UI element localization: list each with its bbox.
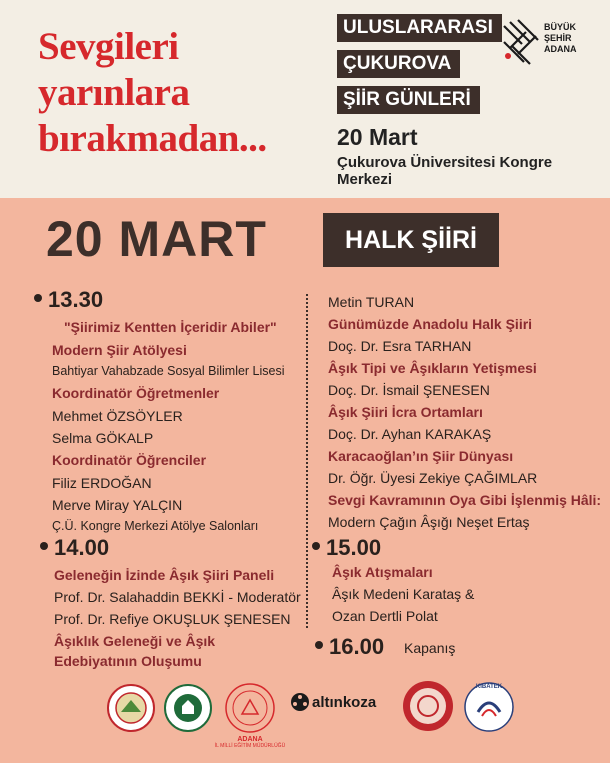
meb-seal-icon — [224, 682, 276, 734]
person-name: Doç. Dr. İsmail ŞENESEN — [328, 382, 490, 398]
slogan — [38, 24, 267, 162]
time-slot — [34, 287, 103, 313]
talk-title: Günümüzde Anadolu Halk Şiiri — [328, 316, 533, 332]
venue-line: Ç.Ü. Kongre Merkezi Atölye Salonları — [52, 519, 259, 533]
time-label: 13.30 — [48, 287, 104, 312]
time-slot — [312, 535, 381, 561]
session-title: "Şiirimiz Kentten İçeridir Abiler" — [64, 319, 277, 335]
program-date: 20 MART — [46, 211, 267, 267]
person-name: Doç. Dr. Ayhan KARAKAŞ — [328, 426, 492, 442]
slogan-line: bırakmadan... — [38, 117, 267, 160]
bullet-icon — [312, 542, 320, 550]
talk-title: Âşık Tipi ve Âşıkların Yetişmesi — [328, 360, 537, 376]
sponsor-logos-row — [0, 668, 610, 763]
slogan-line: yarınlara — [38, 71, 190, 114]
person-name: Mehmet ÖZSÖYLER — [52, 408, 183, 424]
time-label: 14.00 — [54, 535, 110, 560]
kibatek-logo — [464, 682, 514, 732]
buyuksehir-adana-logo — [500, 16, 590, 72]
person-name: Âşık Medeni Karataş & — [332, 586, 475, 602]
altinkoza-text: altınkoza — [312, 693, 377, 711]
person-name: Selma GÖKALP — [52, 430, 154, 446]
bullet-icon — [40, 542, 48, 550]
logo-text: BÜYÜK — [544, 22, 577, 32]
session-title: Âşık Atışmaları — [332, 564, 433, 580]
person-name: Dr. Öğr. Üyesi Zekiye ÇAĞIMLAR — [328, 470, 538, 486]
talk-title: Karacaoğlan’ın Şiir Dünyası — [328, 448, 514, 464]
event-title-line-2: ÇUKUROVA — [337, 50, 460, 78]
role-heading: Koordinatör Öğrenciler — [52, 452, 207, 468]
program-genre: HALK ŞİİRİ — [323, 213, 499, 267]
event-title-line-3: ŞİİR GÜNLERİ — [337, 86, 480, 114]
logo-text: ŞEHİR — [544, 33, 572, 43]
time-label: 16.00 — [329, 634, 385, 659]
meb-caption-line: İL MİLLİ EĞİTİM MÜDÜRLÜĞÜ — [214, 743, 286, 749]
cukurova-university-seal-icon — [164, 684, 212, 732]
bullet-icon — [34, 294, 42, 302]
session-title: Edebiyatının Oluşumu — [54, 653, 202, 669]
time-label: 15.00 — [326, 535, 382, 560]
talk-title: Sevgi Kavramının Oya Gibi İşlenmiş Hâli: — [328, 492, 602, 508]
meb-caption — [210, 736, 290, 749]
talk-title-continued: Modern Çağın Âşığı Neşet Ertaş — [328, 514, 530, 530]
kibatek-text: KIBATEK — [475, 684, 503, 690]
closing-label: Kapanış — [404, 640, 456, 656]
person-name: Prof. Dr. Salahaddin BEKKİ - Moderatör — [54, 589, 301, 605]
person-name: Ozan Dertli Polat — [332, 608, 438, 624]
person-name: Metin TURAN — [328, 294, 415, 310]
saimbeyli-seal-icon — [107, 684, 155, 732]
film-reel-icon — [290, 692, 310, 712]
session-title: Modern Şiir Atölyesi — [52, 342, 187, 358]
event-date: 20 Mart — [337, 124, 418, 150]
cufef-seal-icon — [402, 680, 454, 732]
person-name: Merve Miray YALÇIN — [52, 497, 183, 513]
session-title: Geleneğin İzinde Âşık Şiiri Paneli — [54, 567, 275, 583]
event-title-line-1: ULUSLARARASI — [337, 14, 502, 42]
time-slot — [40, 535, 109, 561]
slogan-line: Sevgileri — [38, 25, 179, 68]
talk-title: Âşık Şiiri İcra Ortamları — [328, 404, 483, 420]
role-heading: Koordinatör Öğretmenler — [52, 385, 220, 401]
person-name: Doç. Dr. Esra TARHAN — [328, 338, 472, 354]
column-divider — [306, 294, 308, 628]
event-venue: Çukurova Üniversitesi Kongre Merkezi — [337, 154, 553, 188]
session-title: Âşıklık Geleneği ve Âşık — [54, 633, 216, 649]
meb-caption-line: ADANA — [237, 736, 263, 743]
person-name: Filiz ERDOĞAN — [52, 475, 152, 491]
person-name: Prof. Dr. Refiye OKUŞLUK ŞENESEN — [54, 611, 291, 627]
buyuksehir-mark-icon — [500, 18, 542, 68]
logo-text: ADANA — [544, 44, 577, 54]
bullet-icon — [315, 641, 323, 649]
time-slot-closing — [315, 634, 384, 660]
altinkoza-logo — [290, 692, 376, 712]
venue-line: Bahtiyar Vahabzade Sosyal Bilimler Lisesi — [52, 364, 285, 378]
